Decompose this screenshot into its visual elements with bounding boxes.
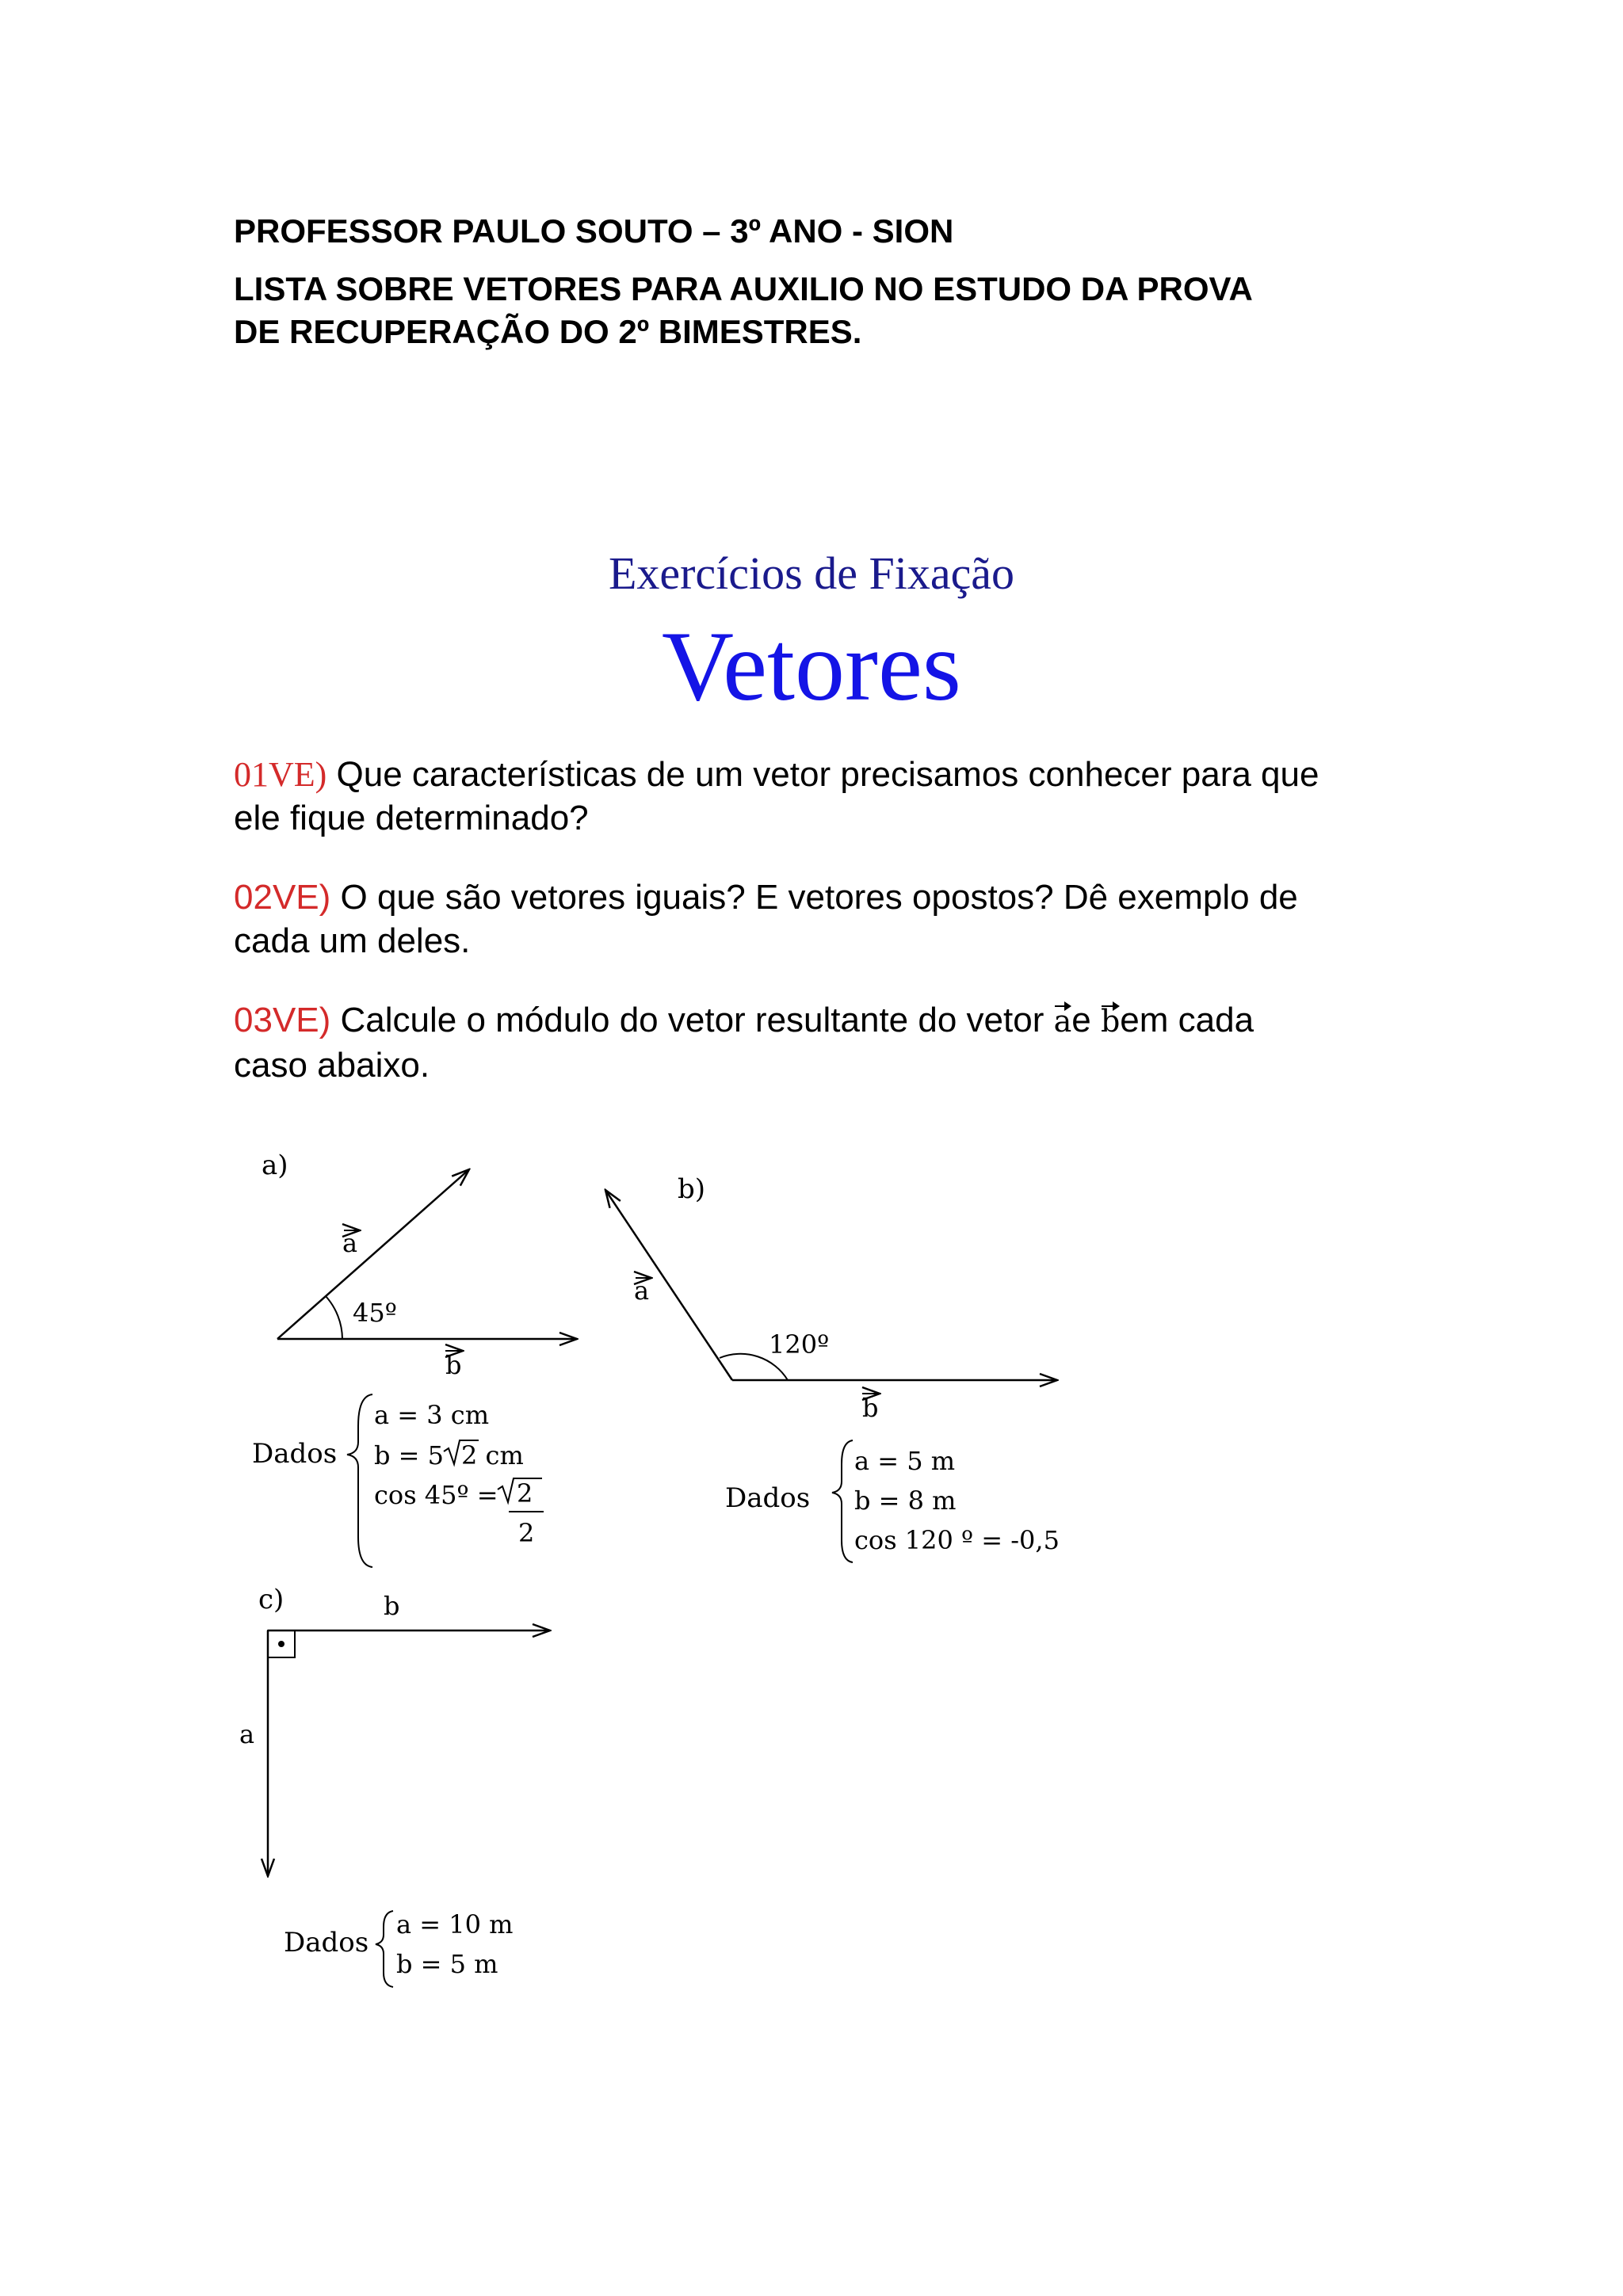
vector-b-symbol: b	[1100, 1004, 1121, 1039]
dados-line: b = 5 m	[396, 1949, 498, 1979]
figure-label: c)	[258, 1584, 285, 1615]
header-line-2a: LISTA SOBRE VETORES PARA AUXILIO NO ESTUDO DA PROVA	[234, 270, 1253, 307]
right-angle-dot	[278, 1641, 285, 1647]
figure-label: a)	[262, 1150, 288, 1181]
brace	[832, 1440, 853, 1562]
question-number: 01VE)	[234, 755, 327, 794]
dados-line: b = 8 m	[854, 1486, 957, 1516]
dados-label: Dados	[725, 1482, 811, 1514]
question-text: Calcule o módulo do vetor resultante do vetor	[330, 1001, 1054, 1039]
vector-a-arrow	[605, 1190, 732, 1380]
dados-line: a = 3 cm	[374, 1400, 490, 1430]
question-text: e	[1071, 1001, 1101, 1039]
dados-line	[374, 1440, 524, 1470]
text-part: cm	[477, 1440, 524, 1470]
angle-label: 120º	[769, 1329, 830, 1360]
question-text-cont: cada um deles.	[234, 921, 471, 960]
figure-b	[605, 1173, 1060, 1562]
radicand: 2	[517, 1478, 533, 1508]
question-text: em cada	[1120, 1001, 1254, 1039]
angle-arc	[326, 1296, 342, 1339]
question-text: Que características de um vetor precisamos conhecer para que	[327, 755, 1319, 794]
vector-b-label: b	[445, 1350, 462, 1380]
vector-a-label: a	[634, 1276, 650, 1306]
figure-a	[252, 1150, 577, 1567]
question-number: 02VE)	[234, 878, 331, 917]
vector-b-label: b	[862, 1393, 879, 1423]
radicand: 2	[461, 1440, 478, 1470]
vector-a-label: a	[239, 1719, 255, 1749]
dados-label: Dados	[284, 1927, 369, 1958]
figure-c	[239, 1584, 550, 1987]
brace	[347, 1394, 372, 1567]
dados-line: cos 45º =	[374, 1480, 498, 1510]
dados-line: a = 10 m	[396, 1909, 514, 1939]
vector-a-symbol: a	[1053, 1004, 1072, 1039]
dados-line: a = 5 m	[854, 1446, 956, 1476]
question-text-cont: ele fique determinado?	[234, 799, 589, 837]
figure-label: b)	[678, 1173, 706, 1205]
dados-line: cos 120 º = -0,5	[854, 1525, 1060, 1555]
text-part: b = 5	[374, 1440, 444, 1470]
header-line-1: PROFESSOR PAULO SOUTO – 3º ANO - SION	[234, 212, 954, 250]
vector-b-label: b	[384, 1591, 400, 1621]
header-line-2b: DE RECUPERAÇÃO DO 2º BIMESTRES.	[234, 313, 862, 350]
page-title: Vetores	[662, 612, 961, 722]
brace	[376, 1911, 393, 1987]
denominator: 2	[518, 1518, 535, 1548]
angle-label: 45º	[353, 1298, 397, 1328]
question-number: 03VE)	[234, 1001, 331, 1039]
question-text: O que são vetores iguais? E vetores opostos? Dê exemplo de	[330, 878, 1298, 917]
vector-a-label: a	[342, 1228, 358, 1258]
subtitle: Exercícios de Fixação	[608, 547, 1015, 599]
question-text-cont: caso abaixo.	[234, 1046, 430, 1085]
dados-label: Dados	[252, 1438, 338, 1470]
